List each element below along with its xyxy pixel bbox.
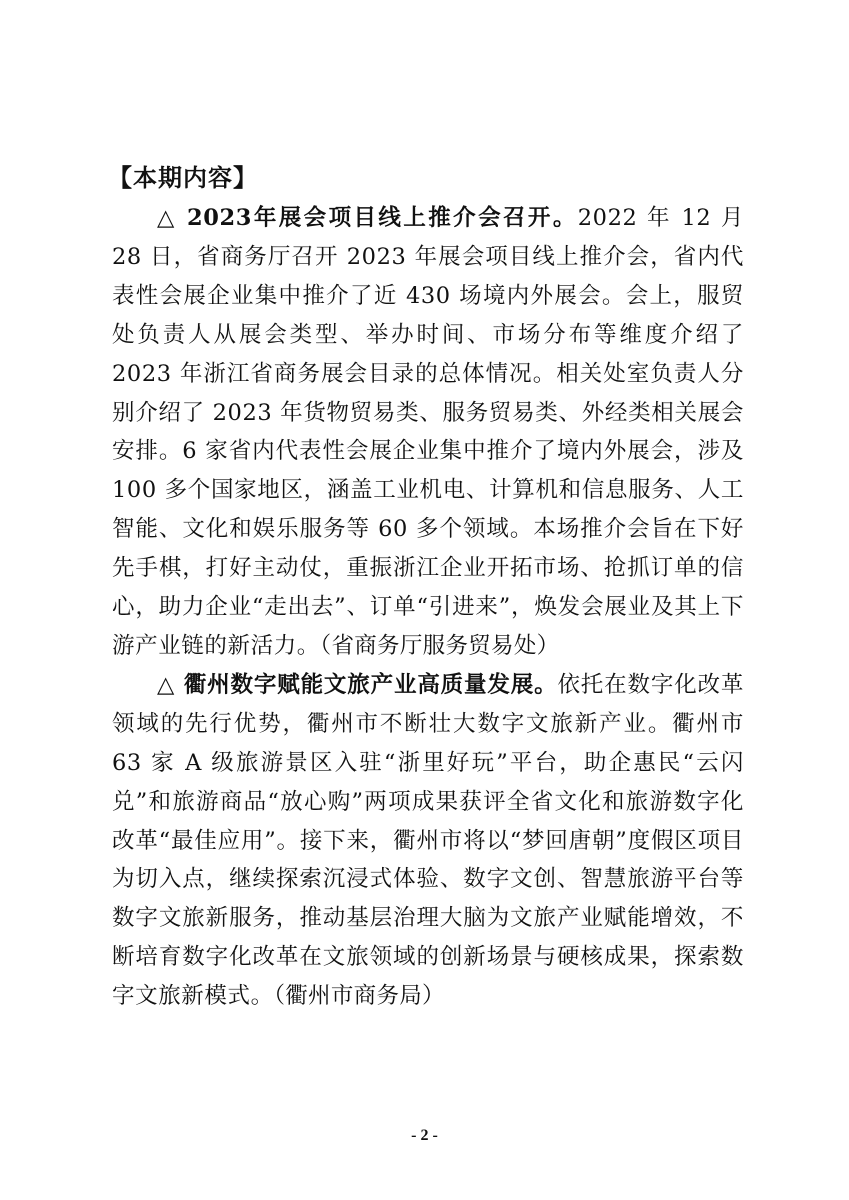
news-item-2-source: （衢州市商务局） — [273, 983, 445, 1010]
news-item-1-source: （省商务厅服务贸易处） — [319, 632, 560, 659]
news-item-1 — [112, 199, 744, 666]
news-item-2-text: 依托在数字化改革领域的先行优势，衢州市不断壮大数字文旅新产业。衢州市 63 家 A 级旅游景区入驻“浙里好玩”平台，助企惠民“云闪兑”和旅游商品“放心购”两项成果获评全省文化和旅游数字化改革“最佳应用”。接下来，衢州市将以“梦回唐朝”度假区项目为切入点，继续探索沉浸式体验、数字文创、智慧旅游平台等数字文旅新服务，推动基层治理大脑为文旅产业赋能增效，不断培育数字化改革在文旅领域的创新场景与硬核成果，探索数字文旅新模式。 — [112, 671, 744, 1010]
news-item-1-text: 2022 年 12 月 28 日，省商务厅召开 2023 年展会项目线上推介会，省内代表性会展企业集中推介了近 430 场境内外展会。会上，服贸处负责人从展会类型、举办时间、市场分布等维度介绍了 2023 年浙江省商务展会目录的总体情况。相关处室负责人分别介绍了 2023 年货物贸易类、服务贸易类、外经类相关展会安排。6 家省内代表性会展企业集中推介了境内外展会，涉及 100 多个国家地区，涵盖工业机电、计算机和信息服务、人工智能、文化和娱乐服务等 60 多个领域。本场推介会旨在下好先手棋，打好主动仗，重振浙江企业开拓市场、抢抓订单的信心，助力企业“走出去”、订单“引进来”，焕发会展业及其上下游产业链的新活力。 — [112, 205, 744, 659]
page-number: - 2 - — [411, 1127, 438, 1144]
news-item-2-headline: △ 衢州数字赋能文旅产业高质量发展。 — [157, 671, 558, 698]
news-item-1-headline: △ 2023年展会项目线上推介会召开。 — [157, 205, 578, 231]
article-body — [112, 199, 744, 1016]
section-title: 【本期内容】 — [108, 164, 258, 192]
news-item-2 — [112, 666, 744, 1016]
